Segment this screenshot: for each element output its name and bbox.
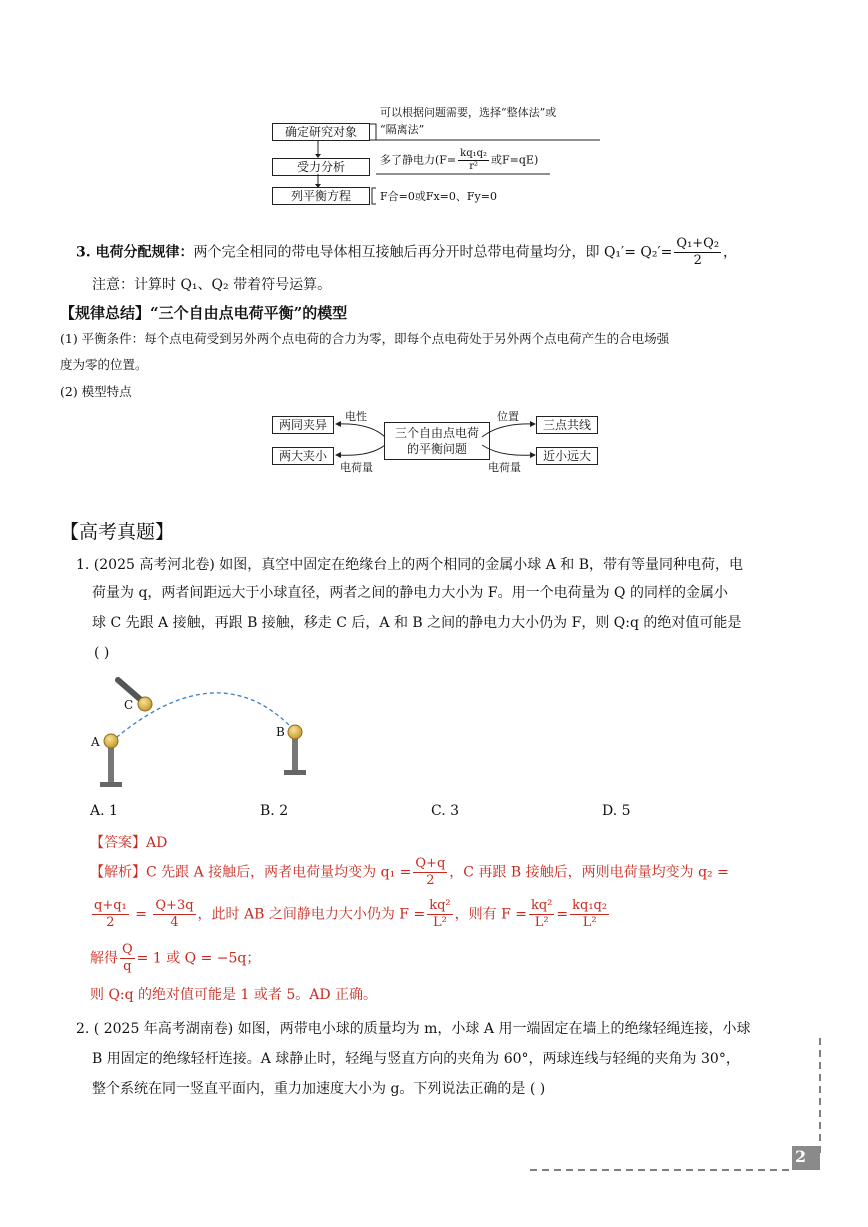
model-right-top: 三点共线 (536, 416, 598, 434)
flow-note-2: 多了静电力(F= $\frac{\text{kq₁q₂}}{\text{r²}}$ 或F=qE) (380, 148, 539, 172)
model-right-bottom: 近小远大 (536, 447, 598, 465)
label-b: B (276, 725, 285, 739)
summary-p1-line2: 度为零的位置。 (60, 357, 148, 372)
summary-p1-line1: (1) 平衡条件：每个点电荷受到另外两个点电荷的合力为零，即每个点电荷处于另外两个点电荷产生的合电场强 (60, 331, 670, 346)
section-title: 【高考真题】 (60, 521, 175, 543)
q1-line2: 荷量为 q，两者间距远大于小球直径，两者之间的静电力大小为 F。用一个电荷量为 Q 的同样的金属小 (92, 585, 728, 601)
option-d: D. 5 (602, 803, 631, 819)
ball-b (288, 725, 302, 739)
option-c: C. 3 (431, 803, 460, 819)
model-left-top: 两同夹异 (272, 416, 334, 434)
q1-answer-bracket: ( ) (94, 645, 110, 661)
q2-line1: 2. ( 2025 年高考湖南卷) 如图，两带电小球的质量均为 m，小球 A 用一端固定在墙上的绝缘轻绳连接，小球 (76, 1021, 751, 1037)
model-label-lt: 电性 (345, 410, 367, 423)
label-a: A (91, 735, 100, 749)
q2-line2: B 用固定的绝缘轻杆连接。A 球静止时，轻绳与竖直方向的夹角为 60°，两球连线与轻绳的夹角为 30°， (92, 1051, 740, 1067)
option-a: A. 1 (90, 803, 118, 819)
label-c: C (124, 698, 134, 712)
option-b: B. 2 (260, 803, 289, 819)
page-border-decoration (520, 1030, 868, 1190)
flow-box-force-analysis: 受力分析 (272, 158, 370, 176)
summary-p2: (2) 模型特点 (60, 384, 132, 399)
ball-a (104, 734, 118, 748)
q1-solution-line3: 解得 $\frac{Q}{q}$ = 1 或 Q = −5q； (90, 942, 261, 974)
q1-answer: 【答案】AD (90, 835, 168, 851)
model-label-rt: 位置 (497, 410, 519, 423)
flow-note-1-line2: “隔离法” (380, 123, 425, 136)
item3-line: 3. 电荷分配规律：两个完全相同的带电导体相互接触后再分开时总带电荷量均分，即 Q₁′= Q₂′= $\frac{\text{Q₁+Q₂}}{2}$ ， (76, 236, 738, 268)
ball-c (138, 697, 152, 711)
summary-heading: 【规律总结】“三个自由点电荷平衡”的模型 (60, 304, 348, 322)
q1-line3: 球 C 先跟 A 接触，再跟 B 接触，移走 C 后，A 和 B 之间的静电力大小仍为 F，则 Q:q 的绝对值可能是 (92, 615, 742, 631)
q2-line3: 整个系统在同一竖直平面内，重力加速度大小为 g。下列说法正确的是 ( ) (92, 1081, 546, 1097)
model-left-bottom: 两大夹小 (272, 447, 334, 465)
q1-figure (86, 672, 326, 792)
flow-box-research-object: 确定研究对象 (272, 123, 370, 141)
flow-box-equation: 列平衡方程 (272, 187, 370, 205)
model-center-box: 三个自由点电荷 的平衡问题 (384, 422, 490, 460)
q1-line1: 1. (2025 高考河北卷) 如图，真空中固定在绝缘台上的两个相同的金属小球 A 和 B，带有等量同种电荷，电 (76, 557, 744, 573)
flow-note-1-line1: 可以根据问题需要，选择“整体法”或 (380, 106, 557, 119)
item3-note: 注意：计算时 Q₁、Q₂ 带着符号运算。 (92, 277, 332, 293)
q1-solution-line4: 则 Q:q 的绝对值可能是 1 或者 5。AD 正确。 (90, 987, 378, 1003)
q1-solution-line2: $\frac{\text{q+q₁}}{2}$ = $\frac{Q+3q}{4}$ ，此时 AB 之间静电力大小仍为 F = $\frac{\text{kq²}}{\text{L²}}$ ，则有 F = $\frac{\text{kq²}}{\text{L²}}$ = $\frac{\text{kq₁q₂}}{\text{L²}}$ (94, 898, 608, 930)
model-label-lb: 电荷量 (340, 461, 373, 474)
q1-solution-line1: 【解析】C 先跟 A 接触后，两者电荷量均变为 q₁ = $\frac{Q+q}{2}$ ，C 再跟 B 接触后，两则电荷量均变为 q₂ = (90, 856, 729, 888)
model-label-rb: 电荷量 (488, 461, 521, 474)
page-number: 2 (795, 1147, 807, 1166)
flow-note-3: F合=0或Fx=0、Fy=0 (380, 190, 497, 203)
